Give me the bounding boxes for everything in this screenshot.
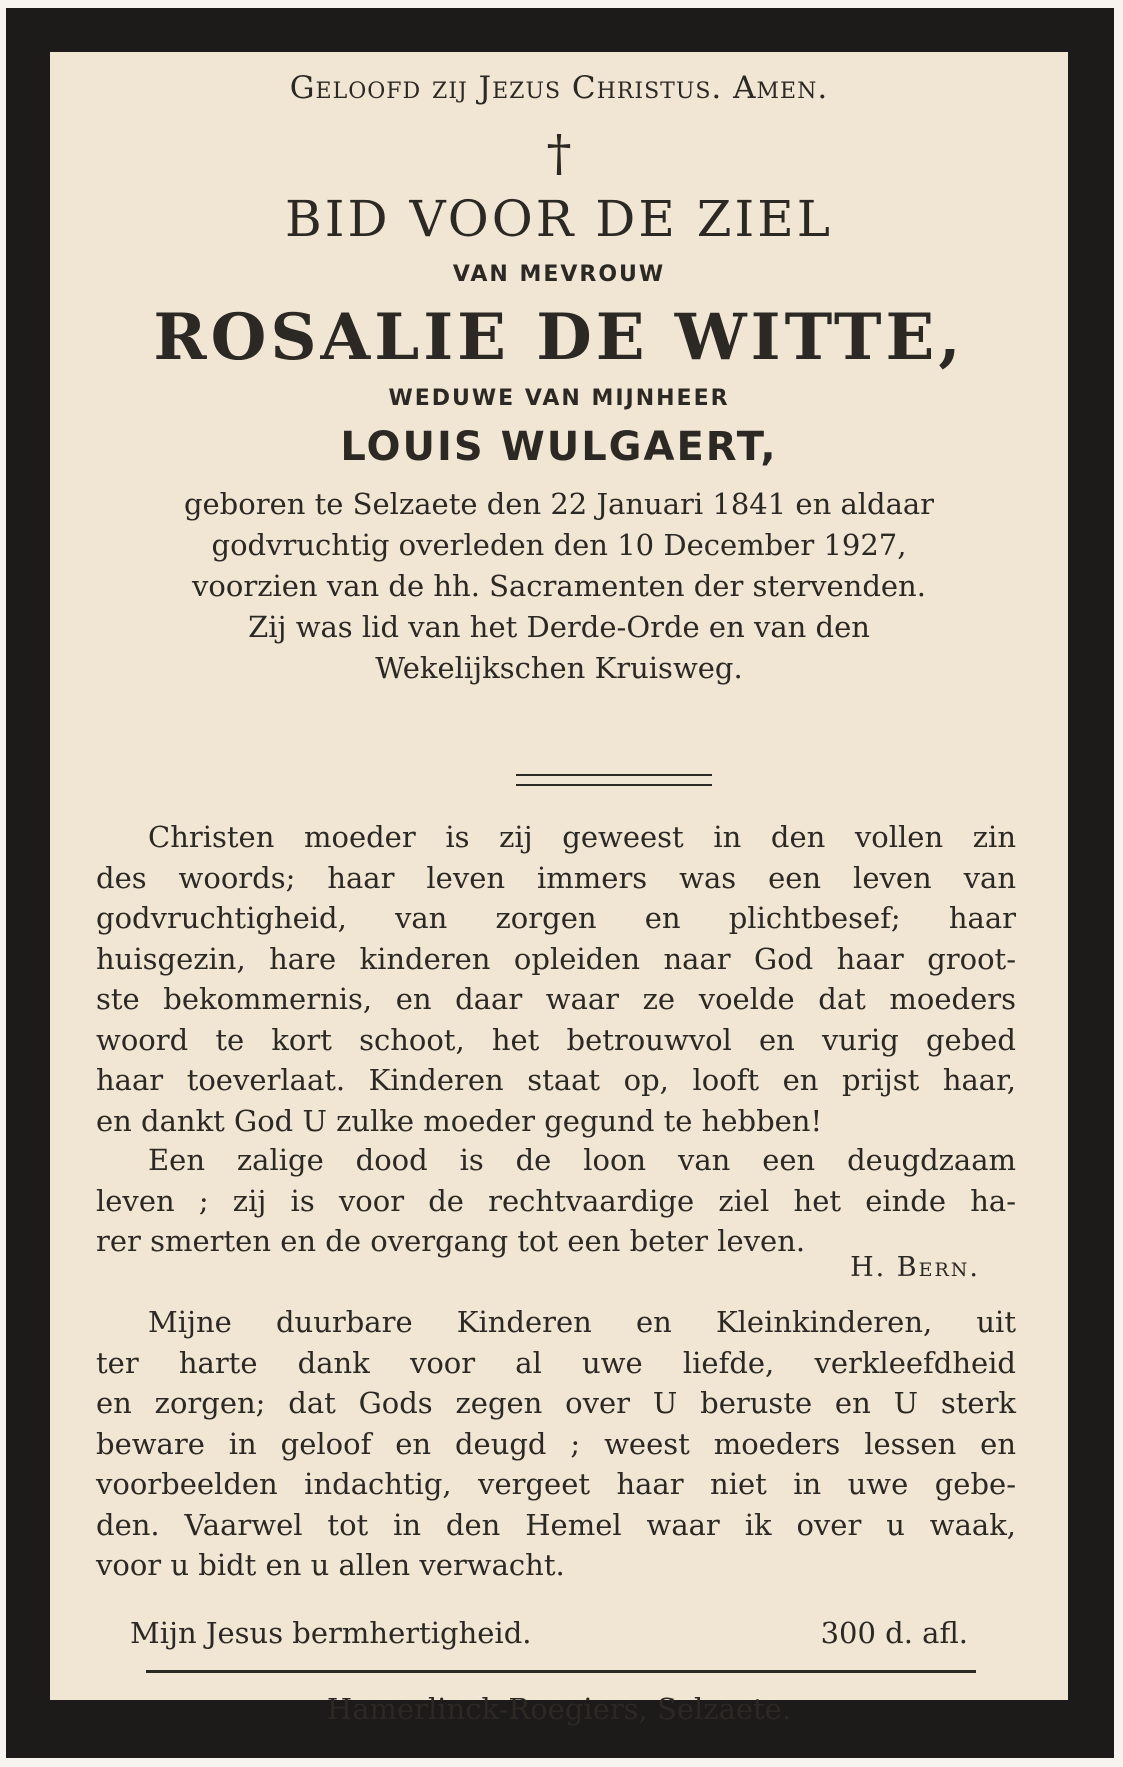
- husband-name: LOUIS WULGAERT,: [340, 424, 778, 470]
- double-divider: [516, 774, 712, 786]
- paragraph-line: woord te kort schoot, het betrouwvol en vurig gebed: [96, 1022, 1016, 1057]
- paragraph-line: godvruchtigheid, van zorgen en plichtbesef; haar: [96, 901, 1016, 935]
- cross-icon: †: [546, 124, 572, 182]
- paragraph-line: ste bekommernis, en daar waar ze voelde dat moeders: [96, 982, 1016, 1016]
- paragraph-line: Een zalige dood is de loon van een deugdzaam: [148, 1143, 1016, 1177]
- paragraph-line: huisgezin, hare kinderen opleiden naar God haar groot-: [96, 941, 1016, 976]
- paragraph-line: des woords; haar leven immers was een leven van: [96, 860, 1016, 895]
- header-prayer: Geloofd zij Jezus Christus. Amen.: [289, 70, 829, 106]
- paragraph-line: den. Vaarwel tot in den Hemel waar ik over u waak,: [96, 1507, 1016, 1542]
- subtitle-van-mevrouw: VAN MEVROUW: [452, 262, 666, 287]
- bio-line: Zij was lid van het Derde-Orde en van den: [248, 610, 870, 644]
- paragraph-farewell: [96, 1302, 1016, 1586]
- paragraph-line: voor u bidt en u allen verwacht.: [96, 1548, 565, 1582]
- bio-line: Wekelijkschen Kruisweg.: [375, 651, 743, 685]
- quote-attribution: H. Bern.: [850, 1252, 980, 1283]
- deceased-name: ROSALIE DE WITTE,: [153, 300, 965, 375]
- paragraph-line: Mijne duurbare Kinderen en Kleinkinderen, uit: [148, 1305, 1016, 1339]
- paragraph-line: en dankt God U zulke moeder gegund te hebben!: [96, 1103, 823, 1138]
- paragraph-mother: [96, 817, 1016, 1141]
- printer-credit: Hamerlinck-Roegiers, Selzaete.: [326, 1692, 792, 1726]
- paragraph-line: voorbeelden indachtig, vergeet haar niet in uwe gebe-: [96, 1467, 1016, 1501]
- paragraph-line: rer smerten en de overgang tot een beter leven.: [96, 1224, 806, 1258]
- paragraph-line: haar toeverlaat. Kinderen staat op, looft en prijst haar,: [96, 1063, 1016, 1097]
- indulgence-note: 300 d. afl.: [820, 1616, 968, 1650]
- paragraph-line: beware in geloof en deugd ; weest moeders lessen en: [96, 1426, 1016, 1461]
- card-paper: [50, 52, 1068, 1726]
- closing-prayer: Mijn Jesus bermhertigheid.: [130, 1616, 532, 1650]
- paragraph-line: ter harte dank voor al uwe liefde, verkleefdheid: [96, 1345, 1016, 1380]
- bio-line: godvruchtig overleden den 10 December 1927,: [211, 528, 907, 562]
- subtitle-weduwe: WEDUWE VAN MIJNHEER: [388, 386, 730, 411]
- paragraph-quote: [96, 1140, 1016, 1262]
- bio-line: geboren te Selzaete den 22 Januari 1841 en aldaar: [183, 487, 935, 521]
- paragraph-line: en zorgen; dat Gods zegen over U beruste en U sterk: [96, 1386, 1016, 1420]
- bio-line: voorzien van de hh. Sacramenten der stervenden.: [192, 569, 926, 603]
- paragraph-line: Christen moeder is zij geweest in den vollen zin: [148, 820, 1016, 854]
- paragraph-line: leven ; zij is voor de rechtvaardige ziel het einde ha-: [96, 1183, 1016, 1218]
- biography: [50, 484, 1068, 689]
- memorial-card: [6, 8, 1114, 1758]
- footer-divider: [146, 1670, 976, 1673]
- title: BID VOOR DE ZIEL: [285, 190, 833, 248]
